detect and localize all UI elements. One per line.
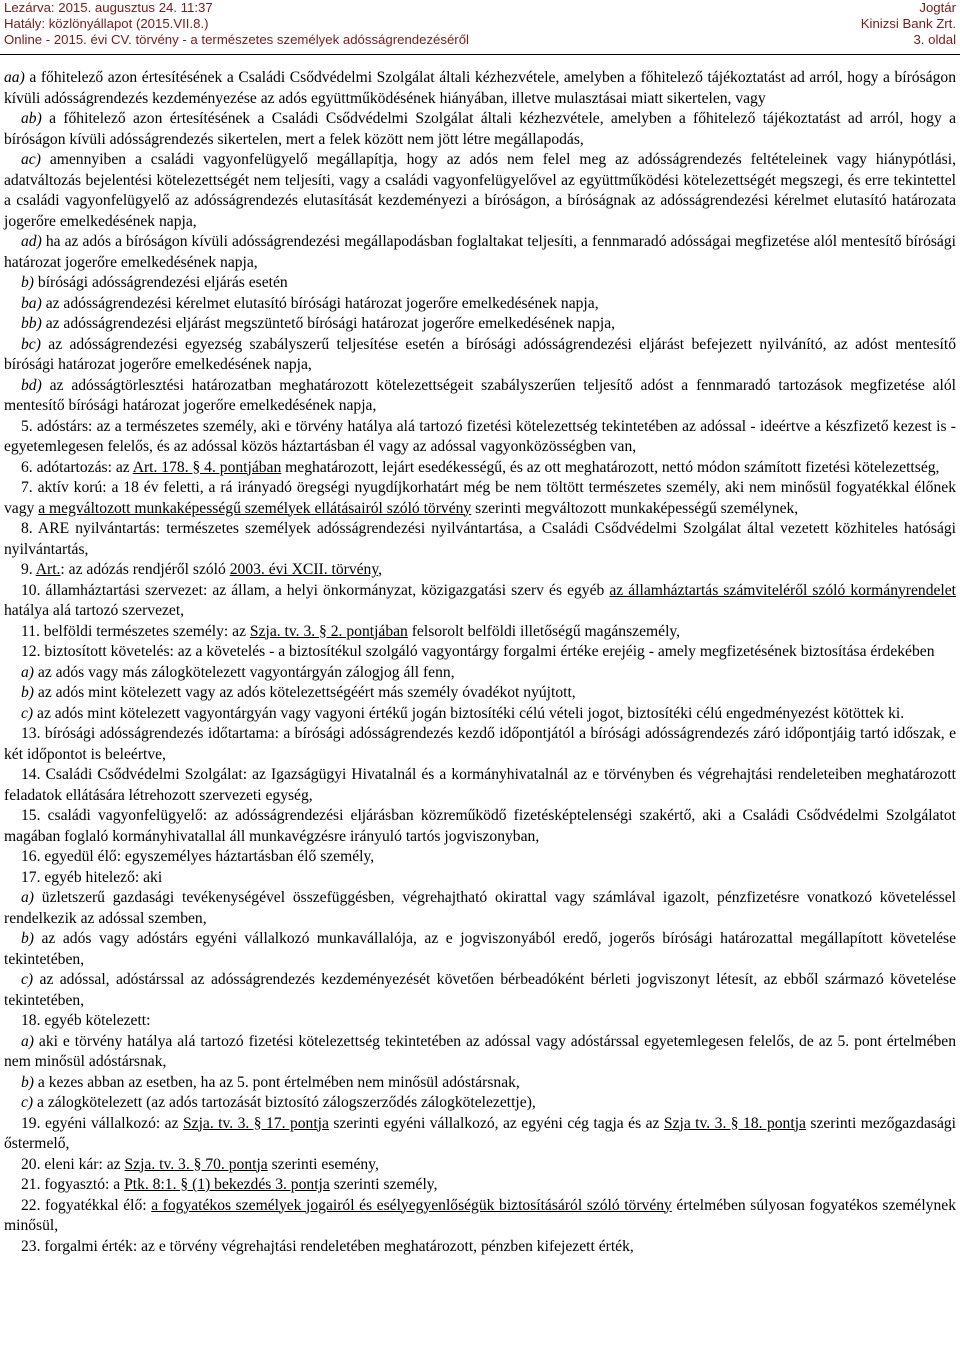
paragraph [4, 1155, 956, 1176]
header-right [861, 0, 956, 48]
paragraph-text: 17. egyéb hitelező: aki [21, 868, 163, 886]
legal-reference-link[interactable]: Art. [35, 561, 61, 578]
paragraph-text: a zálogkötelezett (az adós tartozását biztosító zálogszerződés zálogkötelezettje), [33, 1094, 536, 1111]
header-licensee: Kinizsi Bank Zrt. [860, 16, 956, 31]
paragraph-text: a kezes abban az esetben, ha az 5. pont értelmében nem minősül adóstársnak, [34, 1073, 520, 1091]
paragraph-text: 12. biztosított követelés: az a követelés - a biztosítékul szolgáló vagyontárgy forgalmi értéke erejéig - amely megfizetésének biztosítása érdekében [21, 643, 935, 660]
paragraph [4, 622, 956, 643]
paragraph-text: üzletszerű gazdasági tevékenységével összefüggésben, végrehajtható okirattal vagy számlával igazolt, pénzfizetésre vonatkozó követeléssel rendelkezik az adóssal szemben, [4, 889, 956, 927]
paragraph-text: szerinti mezőgazdasági őstermelő, [4, 1114, 956, 1152]
item-marker: a) [21, 1032, 34, 1050]
paragraph [4, 1175, 956, 1196]
item-marker: ad) [21, 233, 42, 250]
item-marker: b) [21, 930, 34, 947]
paragraph [4, 68, 956, 109]
paragraph-text: szerinti esemény, [267, 1155, 379, 1173]
paragraph-text: , [378, 561, 383, 578]
paragraph-text: 13. bírósági adósságrendezés időtartama: a bírósági adósságrendezés kezdő időpontjától a bírósági adósságrendezés záró időpontjáig tartó időszak, e két időpontot is beleértve, [4, 725, 956, 763]
paragraph-text: 21. fogyasztó: a [21, 1176, 125, 1193]
paragraph-text: az adósságrendezési eljárást megszüntető bírósági határozat jogerőre emelkedésének napja, [41, 315, 616, 332]
header-effect-status: Hatály: közlönyállapot (2015.VII.8.) [4, 16, 209, 31]
paragraph [4, 314, 956, 335]
paragraph [4, 1114, 956, 1155]
paragraph-text: szerinti egyéni vállalkozó, az egyéni cég tagja és az [328, 1114, 664, 1132]
item-marker: ba) [21, 294, 42, 312]
paragraph [4, 581, 956, 622]
paragraph [4, 1011, 956, 1032]
paragraph [4, 847, 956, 868]
paragraph [4, 150, 956, 232]
paragraph [4, 765, 956, 806]
paragraph-text: 5. adóstárs: az a természetes személy, aki e törvény hatálya alá tartozó fizetési kötelezettség tekintetében az adóssal - ideértve a készfizető kezest is - egyetemlegesen felelős, és az adóssal közös háztartásban él vagy az adóssal vagyonközösségben van, [4, 417, 956, 455]
paragraph-text: 14. Családi Csődvédelmi Szolgálat: az Igazságügyi Hivatalnál és a kormányhivatalnál az e törvényben és végrehajtási rendeleteiben meghatározott feladatok ellátására létrehozott szervezeti egység, [4, 766, 956, 804]
header-page-number: 3. oldal [913, 32, 956, 47]
item-marker: ab) [21, 110, 42, 127]
paragraph [4, 929, 956, 970]
item-marker: bb) [21, 315, 42, 332]
paragraph [4, 1237, 956, 1258]
header-document-title: Online - 2015. évi CV. törvény - a természetes személyek adósságrendezéséről [4, 32, 469, 47]
item-marker: c) [21, 704, 34, 722]
header-left [4, 0, 469, 48]
paragraph-text: ha az adós a bíróságon kívüli adósságrendezési megállapodásban foglaltakat teljesíti, a fennmaradó adósságai megfizetése alól mentesítő bírósági határozat jogerőre emelkedésének napja, [4, 233, 956, 271]
item-marker: ac) [21, 151, 41, 168]
paragraph-text: értelmében súlyosan fogyatékos személynek minősül, [4, 1196, 956, 1234]
paragraph [4, 970, 956, 1011]
paragraph-text: 7. aktív korú: a 18 év feletti, a rá irányadó öregségi nyugdíjkorhatárt még be nem töltött természetes személy, aki nem minősül fogyatékkal élőnek vagy [4, 479, 956, 517]
paragraph [4, 273, 956, 294]
item-marker: bd) [21, 376, 42, 394]
paragraph-text: 18. egyéb kötelezett: [21, 1012, 151, 1029]
paragraph [4, 724, 956, 765]
paragraph-text: meghatározott, lejárt esedékességű, és az ott meghatározott, nettó módon számított fizetési kötelezettség, [281, 458, 940, 476]
item-marker: a) [21, 663, 34, 681]
paragraph-text: az adós vagy adóstárs egyéni vállalkozó munkavállalója, az e jogviszonyából eredő, jogerős bírósági határozattal megállapított követelése tekintetében, [4, 930, 956, 968]
paragraph [4, 417, 956, 458]
paragraph-text: szerinti személy, [329, 1176, 438, 1193]
paragraph [4, 683, 956, 704]
page-header [0, 0, 960, 48]
legal-reference-link[interactable]: Szja tv. 3. § 18. pontja [663, 1114, 806, 1132]
item-marker: aa) [4, 69, 25, 86]
paragraph [4, 1093, 956, 1114]
paragraph-text: az adós mint kötelezett vagy az adós kötelezettségéért más személy óvadékot nyújtott, [34, 684, 576, 701]
paragraph [4, 458, 956, 479]
paragraph-text: 22. fogyatékkal élő: [21, 1196, 152, 1214]
paragraph-text: az adós vagy más zálogkötelezett vagyontárgyán zálogjog áll fenn, [34, 663, 455, 681]
paragraph-text: : az adózás rendjéről szóló [60, 561, 230, 578]
item-marker: c) [21, 971, 34, 988]
paragraph-text: 16. egyedül élő: egyszemélyes háztartásban élő személy, [21, 848, 375, 865]
paragraph [4, 376, 956, 417]
paragraph-text: az adósságrendezési kérelmet elutasító bírósági határozat jogerőre emelkedésének napja, [41, 294, 599, 312]
paragraph-text: 9. [21, 561, 36, 578]
paragraph-text: aki e törvény hatálya alá tartozó fizetési kötelezettség tekintetében az adóssal vagy adóstárssal egyetemlegesen felelős, de az 5. pont értelmében nem minősül adóstársnak, [4, 1032, 956, 1070]
paragraph-text: 23. forgalmi érték: az e törvény végrehajtási rendeletében meghatározott, pénzben kifejezett érték, [21, 1237, 634, 1255]
paragraph-text: bírósági adósságrendezési eljárás esetén [34, 274, 288, 291]
legal-reference-link[interactable]: Ptk. 8:1. § (1) bekezdés 3. pontja [124, 1176, 330, 1193]
paragraph-text: az adós mint kötelezett vagyontárgyán vagy vagyoni értékű jogán biztosítéki célú vételi jogot, biztosítéki célú engedményezést kötöttek ki. [33, 704, 905, 722]
legal-reference-link[interactable]: az államháztartás számviteléről szóló kormányrendelet [609, 581, 957, 599]
paragraph-text: 11. belföldi természetes személy: az [21, 622, 250, 640]
paragraph [4, 663, 956, 684]
item-marker: a) [21, 889, 34, 906]
legal-reference-link[interactable]: a fogyatékos személyek jogairól és esélyegyenlőségük biztosításáról szóló törvény [151, 1196, 672, 1214]
item-marker: c) [21, 1094, 34, 1111]
item-marker: bc) [21, 335, 41, 353]
item-marker: b) [21, 1073, 34, 1091]
legal-reference-link[interactable]: Szja. tv. 3. § 17. pontja [182, 1114, 329, 1132]
paragraph-text: 6. adótartozás: az [21, 458, 133, 476]
paragraph [4, 642, 956, 663]
paragraph-text: a főhitelező azon értesítésének a Családi Csődvédelmi Szolgálat általi kézhezvétele, amelyben a főhitelező tájékoztatást ad arról, hogy a bíróságon kívüli adósságrendezés sikertelen, mert a felek között nem jött létre megállapodás, [4, 110, 956, 148]
item-marker: b) [21, 684, 34, 701]
header-divider [0, 54, 960, 55]
paragraph-text: felsorolt belföldi illetőségű magánszemély, [407, 622, 681, 640]
paragraph [4, 704, 956, 725]
paragraph [4, 1196, 956, 1237]
legal-reference-link[interactable]: Szja. tv. 3. § 70. pontja [124, 1155, 268, 1173]
item-marker: b) [21, 274, 34, 291]
paragraph-text: 10. államháztartási szervezet: az állam, a helyi önkormányzat, közigazgatási szerv és egyéb [21, 581, 610, 599]
paragraph [4, 478, 956, 519]
paragraph [4, 335, 956, 376]
paragraph [4, 1032, 956, 1073]
legal-reference-link[interactable]: a megváltozott munkaképességű személyek ellátásairól szóló törvény [38, 499, 472, 517]
paragraph-text: szerinti megváltozott munkaképességű személynek, [471, 499, 799, 517]
paragraph [4, 109, 956, 150]
paragraph-text: 8. ARE nyilvántartás: természetes személyek adósságrendezési nyilvántartása, a Családi Csődvédelmi Szolgálat által vezetett közhiteles hatósági nyilvántartás, [4, 520, 956, 558]
paragraph [4, 868, 956, 889]
paragraph [4, 519, 956, 560]
legal-reference-link[interactable]: 2003. évi XCII. törvény [229, 561, 379, 578]
paragraph-text: az adóssal, adóstárssal az adósságrendezés kezdeményezését követően bérbeadóként bérleti jogviszonyt létesít, az ebből származó követelése tekintetében, [4, 971, 956, 1009]
paragraph [4, 1073, 956, 1094]
document-body [4, 68, 956, 1257]
paragraph-text: 20. eleni kár: az [21, 1155, 125, 1173]
paragraph-text: 15. családi vagyonfelügyelő: az adósságrendezési eljárásban közreműködő fizetésképtelenségi szakértő, aki a Családi Csődvédelmi Szolgálatot magában foglaló kormányhivatallal áll munkavégzésre irányuló tartós jogviszonyban, [4, 807, 956, 845]
legal-reference-link[interactable]: Art. 178. § 4. pontjában [132, 458, 282, 476]
paragraph [4, 888, 956, 929]
paragraph [4, 294, 956, 315]
header-product-name: Jogtár [919, 0, 956, 15]
paragraph-text: az adósságrendezési egyezség szabályszerű teljesítése esetén a bírósági adósságrendezési eljárást befejezett nyilvánító, az adóst mentesítő bírósági határozat jogerőre emelkedésének napja, [4, 335, 956, 373]
header-closed-date: Lezárva: 2015. augusztus 24. 11:37 [4, 0, 213, 15]
paragraph [4, 560, 956, 581]
legal-reference-link[interactable]: Szja. tv. 3. § 2. pontjában [249, 622, 408, 640]
paragraph-text: az adósságtörlesztési határozatban meghatározott kötelezettségeit szabályszerűen teljesítő adóst a fennmaradó tartozások megfizetése alól mentesítő bírósági határozat jogerőre emelkedésének napja, [4, 376, 956, 414]
paragraph-text: a főhitelező azon értesítésének a Családi Csődvédelmi Szolgálat általi kézhezvétele, amelyben a főhitelező tájékoztatást ad arról, hogy a bíróságon kívüli adósságrendezés kezdeményezése az adós együttműködésének hiányában, illetve mulasztásai miatt sikertelen, vagy [4, 69, 956, 107]
paragraph [4, 232, 956, 273]
paragraph-text: hatálya alá tartozó szervezet, [4, 602, 185, 619]
paragraph-text: amennyiben a családi vagyonfelügyelő megállapítja, hogy az adós nem felel meg az adósságrendezés feltételeinek vagy hiánypótlási, adatváltozás bejelentési kötelezettségét nem teljesíti, vagy a családi vagyonfelügyelővel az együttműködési kötelezettségét megszegi, és erre tekintettel a családi vagyonfelügyelő az adósságrendezés elutasítását kezdeményezi a bíróságon, a bíróságnak az adósságrendezési kérelmet elutasító határozata jogerőre emelkedésének napja, [4, 151, 956, 230]
paragraph-text: 19. egyéni vállalkozó: az [21, 1114, 183, 1132]
paragraph [4, 806, 956, 847]
